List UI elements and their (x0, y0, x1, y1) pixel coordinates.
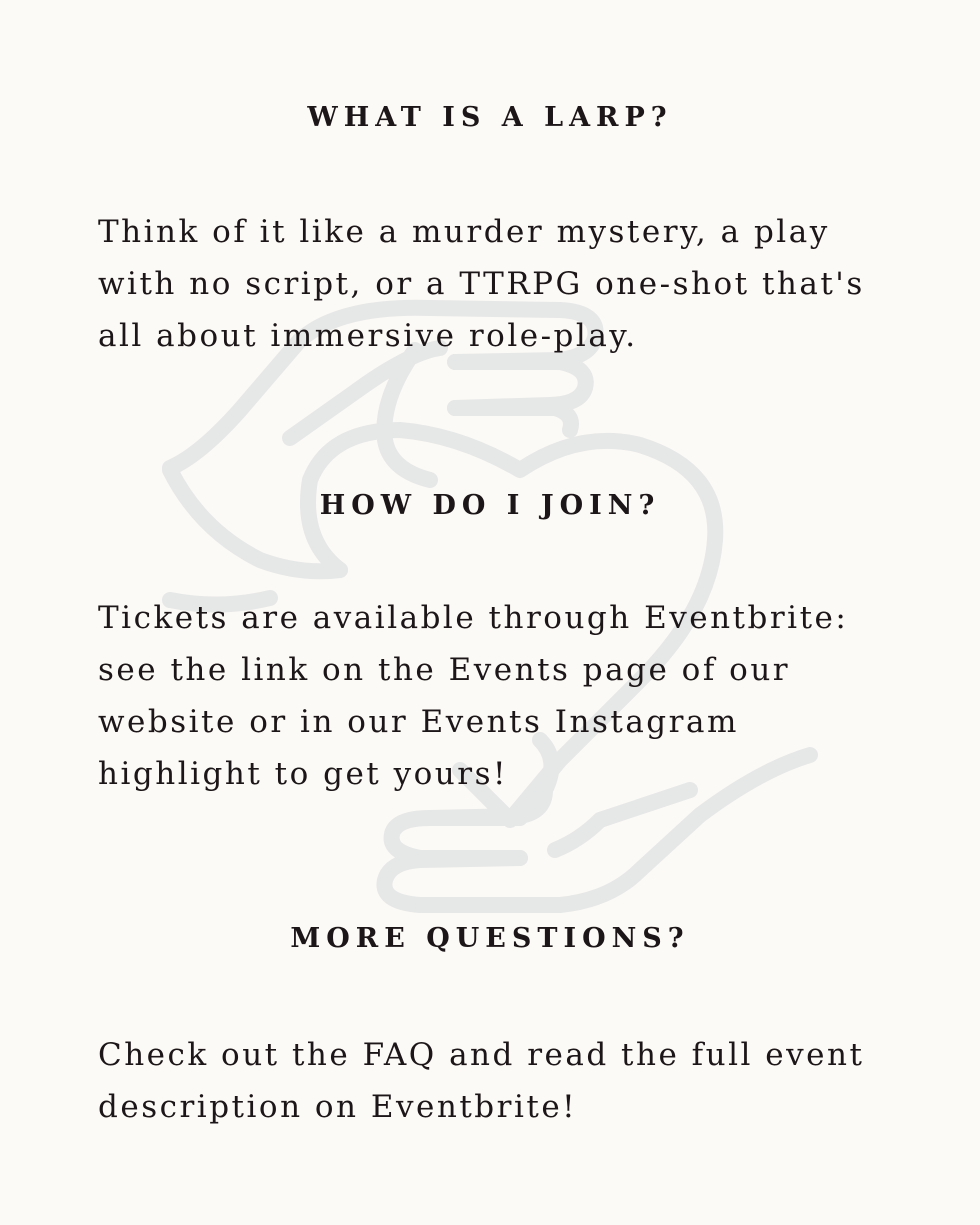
body-line: Tickets are available through Eventbrite: (98, 600, 849, 636)
section-body-what-is-larp (98, 206, 898, 362)
body-line: Check out the FAQ and read the full event (98, 1037, 865, 1073)
section-body-more-questions (98, 1029, 898, 1133)
body-line: all about immersive role-play. (98, 318, 638, 354)
section-heading-what-is-larp: WHAT IS A LARP? (307, 102, 673, 133)
body-line: with no script, or a TTRPG one-shot that's (98, 266, 865, 302)
section-heading-how-to-join: HOW DO I JOIN? (319, 490, 661, 521)
body-line: highlight to get yours! (98, 756, 508, 792)
body-line: Think of it like a murder mystery, a play (98, 214, 830, 250)
section-body-how-to-join (98, 592, 898, 800)
body-line: description on Eventbrite! (98, 1089, 578, 1125)
section-heading-more-questions: MORE QUESTIONS? (290, 923, 690, 954)
body-line: website or in our Events Instagram (98, 704, 739, 740)
body-line: see the link on the Events page of our (98, 652, 791, 688)
